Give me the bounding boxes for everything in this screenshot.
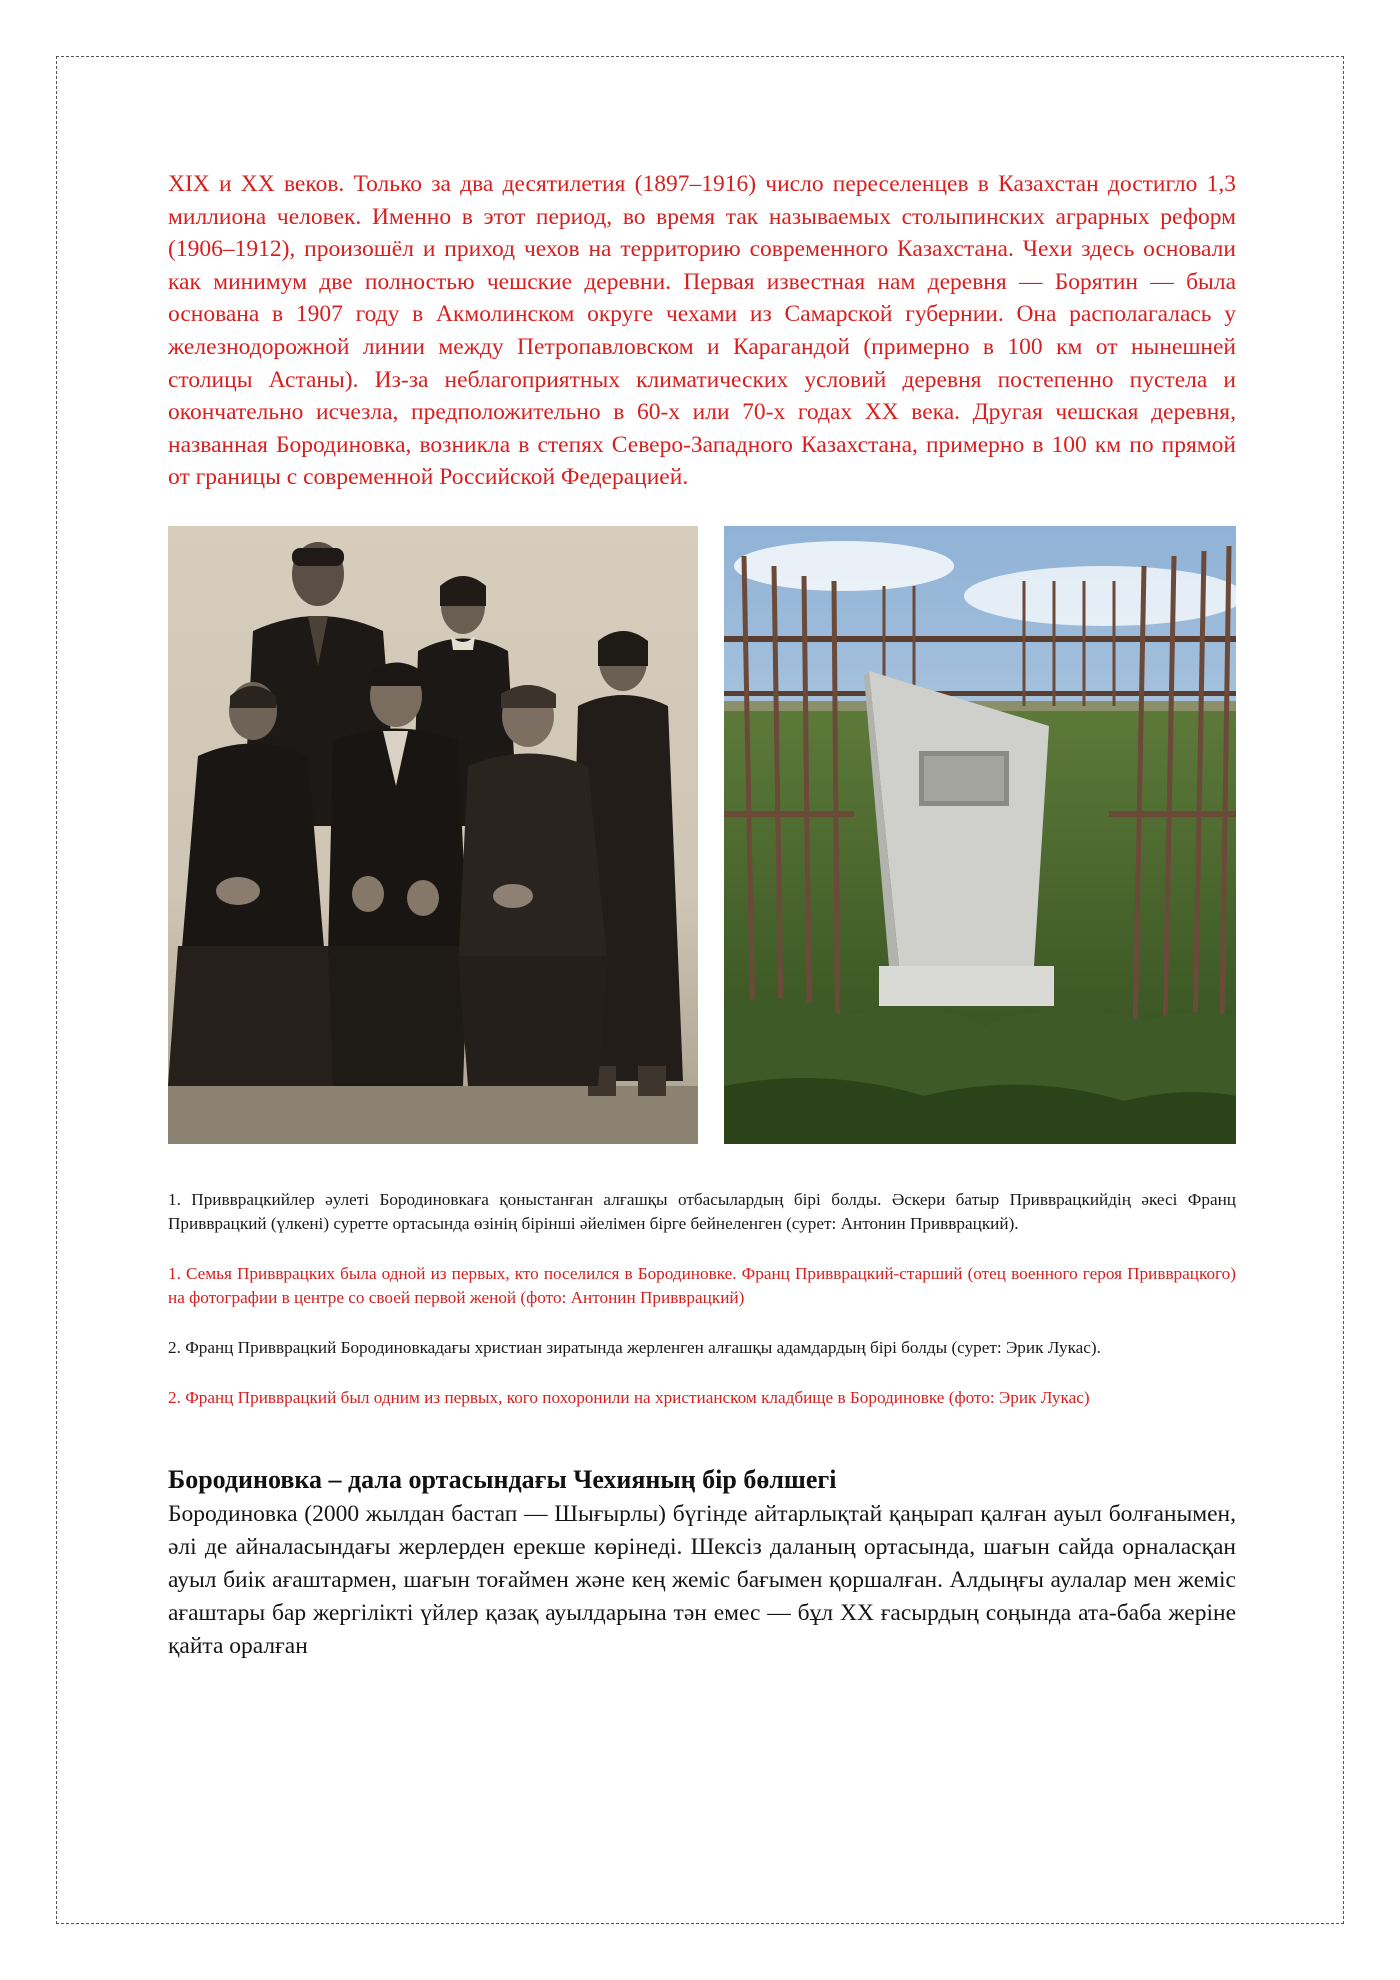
photo-row: [168, 526, 1236, 1144]
grave-photo: [724, 526, 1236, 1144]
intro-paragraph: XIX и XX веков. Только за два десятилетия (1897–1916) число переселенцев в Казахстан достигло 1,3 миллиона человек. Именно в этот период, во время так называемых столыпинских аграрных реформ (1906–1912), произошёл и приход чехов на территорию современного Казахстана. Чехи здесь основали как минимум две полностью чешские деревни. Первая известная нам деревня — Борятин — была основана в 1907 году в Акмолинском округе чехами из Самарской губернии. Она располагалась у железнодорожной линии между Петропавловском и Карагандой (примерно в 100 км от нынешней столицы Астаны). Из-за неблагоприятных климатических условий деревня постепенно пустела и окончательно исчезла, предположительно в 60-х или 70-х годах XX века. Другая чешская деревня, названная Бородиновка, возникла в степях Северо-Западного Казахстана, примерно в 100 км по прямой от границы с современной Российской Федерацией.: [168, 171, 1236, 491]
page-content: [168, 168, 1236, 1663]
caption-2-ru: 2. Франц Привврацкий был одним из первых, кого похоронили на христианском кладбище в Бородиновке (фото: Эрик Лукас): [168, 1387, 1090, 1407]
caption-1-ru: 1. Семья Привврацких была одной из первых, кто поселился в Бородиновке. Франц Привврацкий-старший (отец военного героя Привврацкого) на фотографии в центре со своей первой женой (фото: Антонин Привврацкий): [168, 1263, 1236, 1307]
section-body: Бородиновка (2000 жылдан бастап — Шығырлы) бүгінде айтарлықтай қаңырап қалған ауыл болғанымен, әлі де айналасындағы жерлерден ерекше көрінеді. Шексіз даланың ортасында, шағын сайда орналасқан ауыл биік ағаштармен, шағын тоғаймен және кең жеміс бағымен қоршалған. Алдыңғы аулалар мен жеміс ағаштары бар жергілікті үйлер қазақ ауылдарына тән емес — бұл XX ғасырдың соңында ата-баба жеріне қайта оралған: [168, 1500, 1236, 1659]
caption-2-kz: 2. Франц Привврацкий Бородиновкадағы христиан зиратында жерленген алғашқы адамдардың бірі болды (сурет: Эрик Лукас).: [168, 1337, 1101, 1357]
family-photo: [168, 526, 698, 1144]
section-heading: Бородиновка – дала ортасындағы Чехияның бір бөлшегі: [168, 1464, 837, 1494]
caption-1-kz: 1. Привврацкийлер әулеті Бородиновкаға қоныстанған алғашқы отбасылардың бірі болды. Әскери батыр Привврацкийдің әкесі Франц Привврацкий (үлкені) суретте ортасында өзінің бірінші әйелімен бірге бейнеленген (сурет: Антонин Привврацкий).: [168, 1189, 1236, 1233]
